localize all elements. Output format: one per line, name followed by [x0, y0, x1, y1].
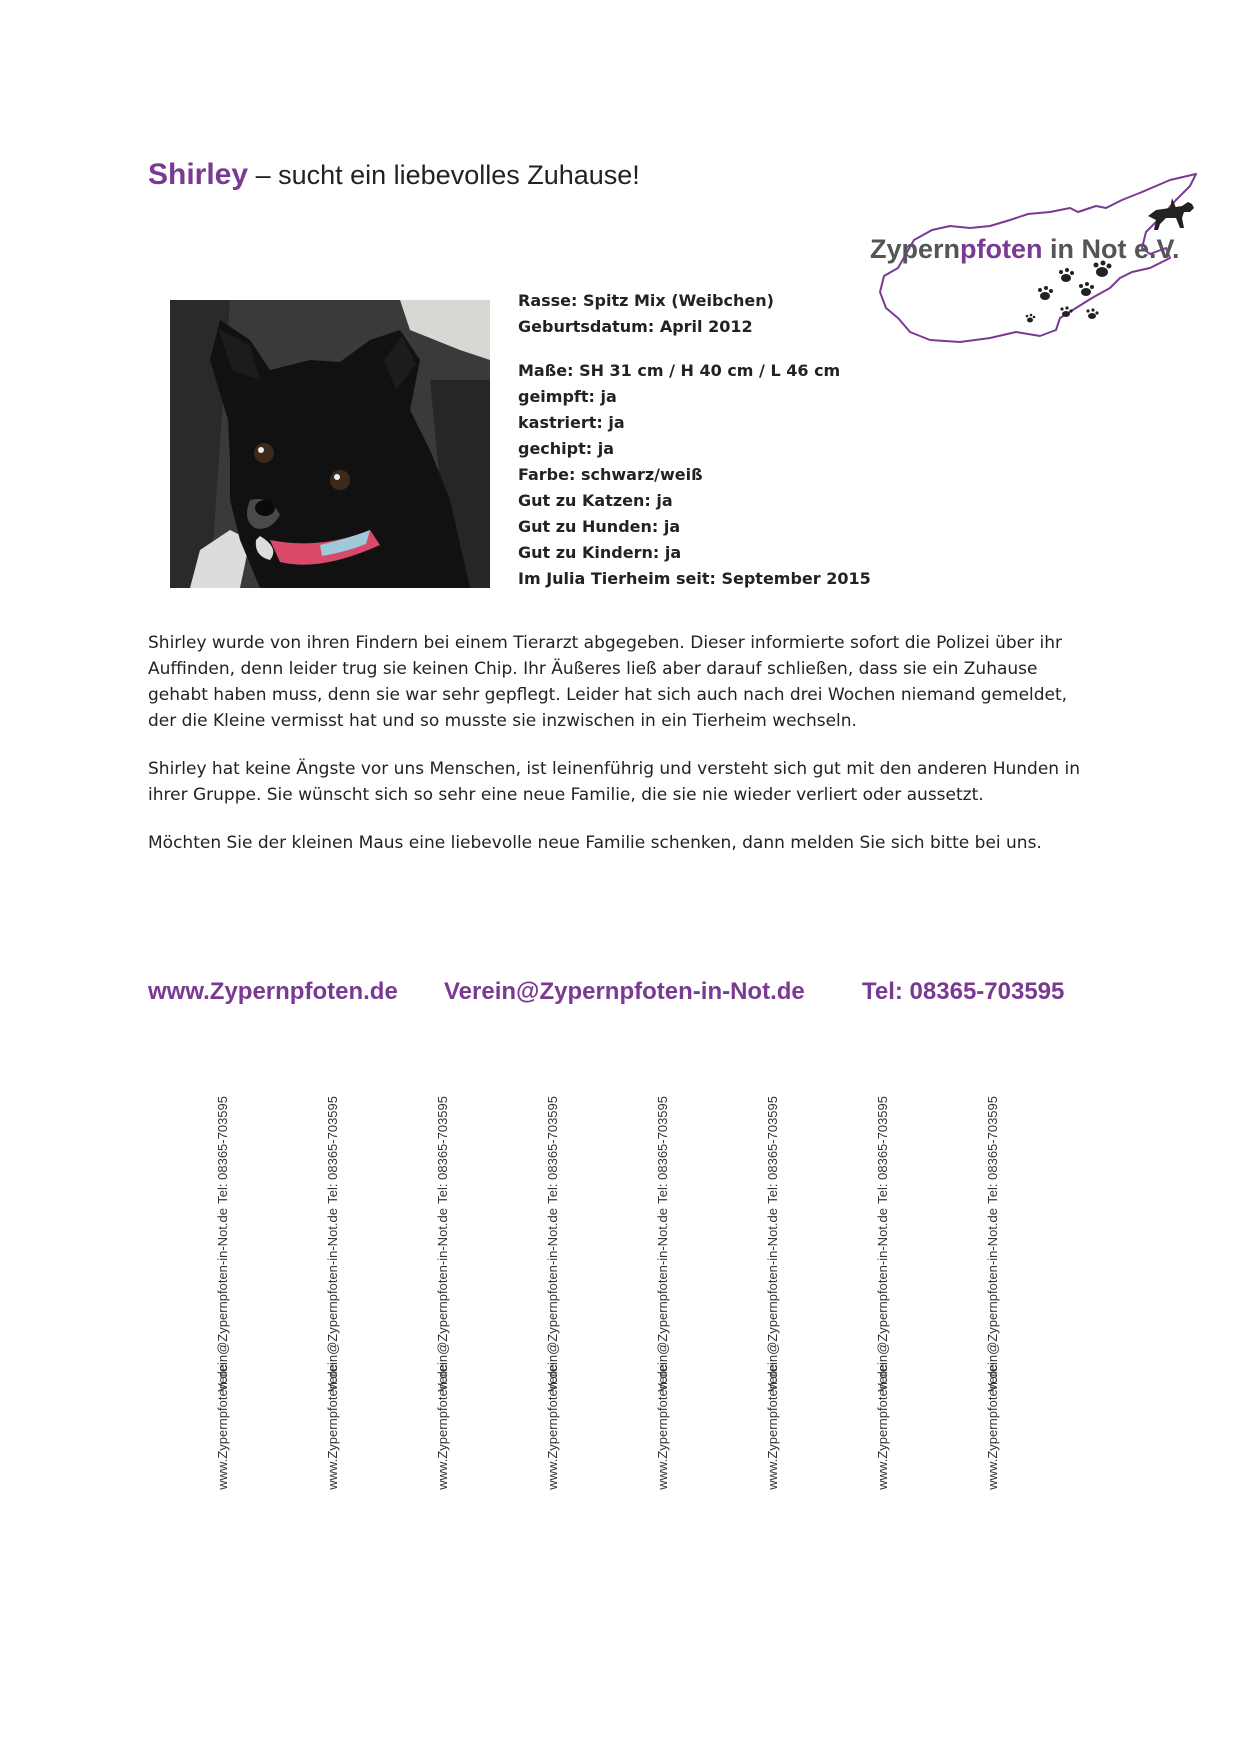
- tab-email: Verein@Zypernpfoten-in-Not.de: [985, 1208, 1000, 1392]
- fact-gut-zu-kindern: [518, 540, 878, 566]
- tab-phone: Tel: 08365-703595: [875, 1096, 890, 1204]
- description-paragraph: Shirley hat keine Ängste vor uns Menschen, ist leinenführig und versteht sich gut mit den anderen Hunden in ihrer Gruppe. Sie wünscht sich so sehr eine neue Familie, die sie nie wieder verliert oder aussetzt.: [148, 759, 1080, 805]
- fact-label: Gut zu Kindern:: [518, 543, 660, 562]
- fact-value: ja: [600, 387, 617, 406]
- tear-off-tab[interactable]: [868, 1096, 898, 1490]
- tab-phone: Tel: 08365-703595: [435, 1096, 450, 1204]
- tab-email: Verein@Zypernpfoten-in-Not.de: [765, 1208, 780, 1392]
- tab-website: www.Zypernpfoten.de: [545, 1364, 560, 1490]
- dog-silhouette-icon: [1148, 198, 1194, 230]
- fact-gut-zu-katzen: [518, 488, 878, 514]
- fact-label: Farbe:: [518, 465, 576, 484]
- tab-phone: Tel: 08365-703595: [215, 1096, 230, 1204]
- fact-label: Rasse:: [518, 291, 578, 310]
- tab-website: www.Zypernpfoten.de: [655, 1364, 670, 1490]
- fact-label: Gut zu Katzen:: [518, 491, 651, 510]
- fact-value: Spitz Mix (Weibchen): [583, 291, 774, 310]
- tab-email: Verein@Zypernpfoten-in-Not.de: [875, 1208, 890, 1392]
- dog-photo: [170, 300, 490, 588]
- contact-email[interactable]: Verein@Zypernpfoten-in-Not.de: [444, 978, 805, 1005]
- fact-label: Im Julia Tierheim seit:: [518, 569, 716, 588]
- fact-label: Gut zu Hunden:: [518, 517, 659, 536]
- fact-rasse: [518, 288, 878, 314]
- tab-phone: Tel: 08365-703595: [985, 1096, 1000, 1204]
- tab-email: Verein@Zypernpfoten-in-Not.de: [545, 1208, 560, 1392]
- tab-phone: Tel: 08365-703595: [325, 1096, 340, 1204]
- tab-website: www.Zypernpfoten.de: [215, 1364, 230, 1490]
- logo-text: [870, 234, 1180, 265]
- description-paragraph: Shirley wurde von ihren Findern bei einem Tierarzt abgegeben. Dieser informierte sofort die Polizei über ihr Auffinden, denn leider trug sie keinen Chip. Ihr Äußeres ließ aber darauf schließen, dass sie ein Zuhause gehabt haben muss, denn sie war sehr gepflegt. Leider hat sich auch nach drei Wochen niemand gemeldet, der die Kleine vermisst hat und so musste sie inzwischen in ein Tierheim wechseln.: [148, 633, 1068, 731]
- description: [148, 630, 1088, 878]
- fact-value: ja: [663, 517, 681, 536]
- description-paragraph: Möchten Sie der kleinen Maus eine liebevolle neue Familie schenken, dann melden Sie sich bitte bei uns.: [148, 833, 1042, 853]
- fact-gut-zu-hunden: [518, 514, 878, 540]
- fact-geimpft: [518, 384, 878, 410]
- tab-website: www.Zypernpfoten.de: [875, 1364, 890, 1490]
- dog-facts: [518, 288, 878, 592]
- fact-masse: [518, 358, 878, 384]
- tab-email: Verein@Zypernpfoten-in-Not.de: [215, 1208, 230, 1392]
- tab-website: www.Zypernpfoten.de: [325, 1364, 340, 1490]
- tab-email: Verein@Zypernpfoten-in-Not.de: [655, 1208, 670, 1392]
- tear-off-tab[interactable]: [978, 1096, 1008, 1490]
- logo-text-zypern: Zypern: [870, 234, 961, 264]
- tear-off-tab[interactable]: [648, 1096, 678, 1490]
- fact-farbe: [518, 462, 878, 488]
- fact-value: ja: [656, 491, 673, 510]
- tab-website: www.Zypernpfoten.de: [765, 1364, 780, 1490]
- dog-name: Shirley: [148, 158, 249, 191]
- black-spitz-dog-photo-icon: [170, 300, 490, 588]
- contact-website[interactable]: www.Zypernpfoten.de: [148, 978, 398, 1005]
- fact-label: geimpft:: [518, 387, 595, 406]
- logo-text-pfoten: pfoten: [960, 234, 1043, 264]
- fact-label: Maße:: [518, 361, 574, 380]
- cyprus-map-icon: [870, 168, 1200, 368]
- fact-value: ja: [664, 543, 682, 562]
- fact-value: ja: [597, 439, 615, 458]
- fact-value: ja: [608, 413, 625, 432]
- fact-gechipt: [518, 436, 878, 462]
- tear-off-tab[interactable]: [758, 1096, 788, 1490]
- tab-email: Verein@Zypernpfoten-in-Not.de: [325, 1208, 340, 1392]
- fact-tierheim-seit: [518, 566, 878, 592]
- tab-phone: Tel: 08365-703595: [655, 1096, 670, 1204]
- page-title: [148, 158, 640, 192]
- tear-off-tab[interactable]: [538, 1096, 568, 1490]
- organization-logo: [870, 168, 1200, 368]
- fact-label: gechipt:: [518, 439, 593, 458]
- fact-kastriert: [518, 410, 878, 436]
- fact-label: kastriert:: [518, 413, 603, 432]
- fact-value: SH 31 cm / H 40 cm / L 46 cm: [579, 361, 841, 380]
- tab-phone: Tel: 08365-703595: [765, 1096, 780, 1204]
- title-subtitle: – sucht ein liebevolles Zuhause!: [248, 160, 640, 190]
- logo-text-in-not: in Not e.V.: [1042, 234, 1180, 264]
- tab-phone: Tel: 08365-703595: [545, 1096, 560, 1204]
- contact-phone: Tel: 08365-703595: [862, 978, 1065, 1005]
- tear-off-tab[interactable]: [208, 1096, 238, 1490]
- fact-label: Geburtsdatum:: [518, 317, 655, 336]
- tab-website: www.Zypernpfoten.de: [435, 1364, 450, 1490]
- fact-value: September 2015: [721, 569, 871, 588]
- tear-off-tab[interactable]: [428, 1096, 458, 1490]
- tear-off-tab[interactable]: [318, 1096, 348, 1490]
- paw-prints-icon: [1026, 261, 1112, 323]
- fact-value: April 2012: [659, 317, 753, 336]
- fact-geburtsdatum: [518, 314, 878, 340]
- tab-website: www.Zypernpfoten.de: [985, 1364, 1000, 1490]
- fact-value: schwarz/weiß: [580, 465, 703, 484]
- tab-email: Verein@Zypernpfoten-in-Not.de: [435, 1208, 450, 1392]
